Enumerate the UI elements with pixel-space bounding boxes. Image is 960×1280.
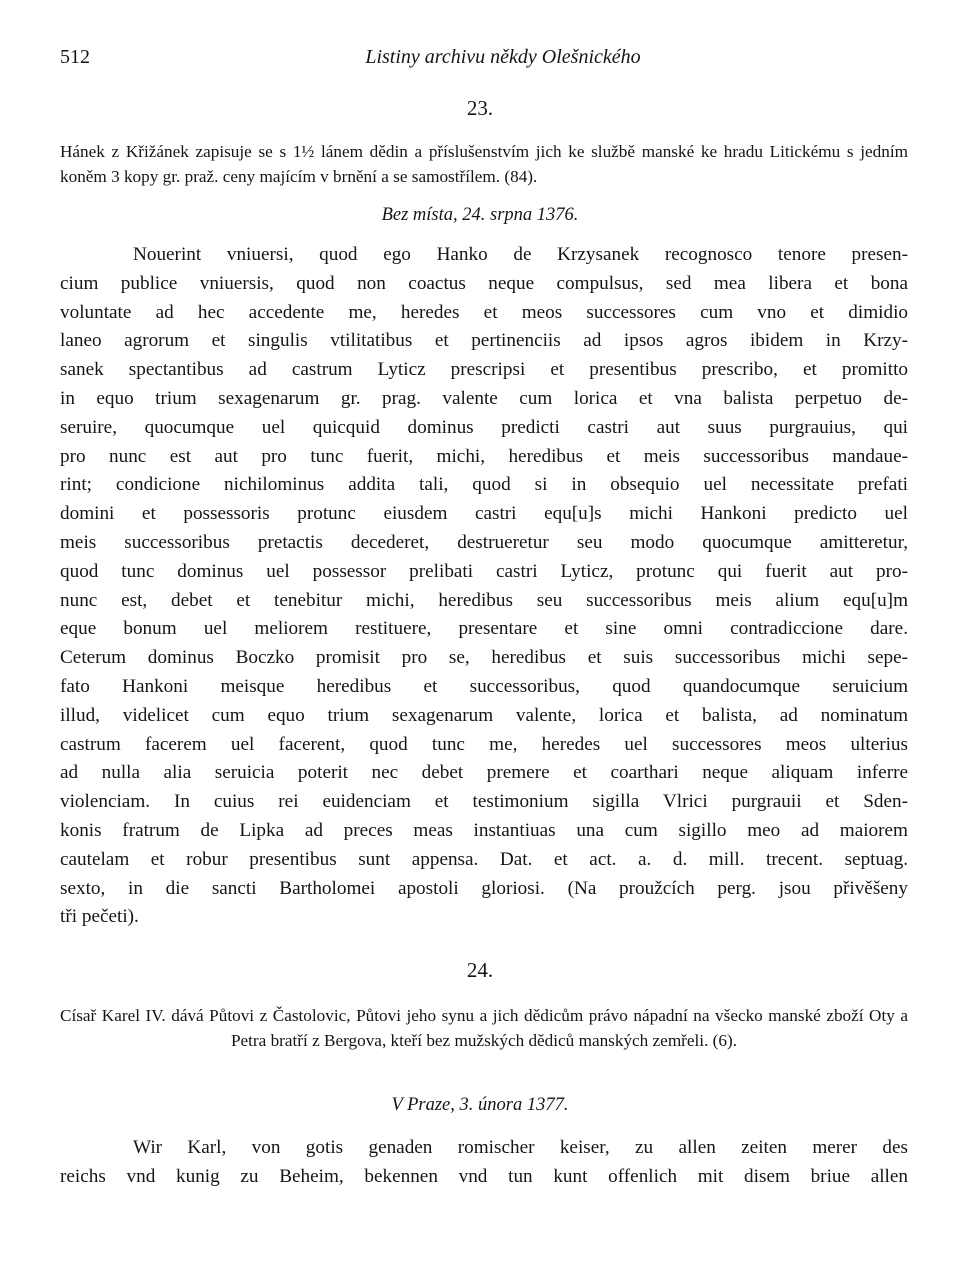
page-number: 512	[60, 46, 90, 68]
text-line: in equo trium sexagenarum gr. prag. valente cum lorica et vna balista perpetuo de-	[60, 387, 908, 409]
text-line: voluntate ad hec accedente me, heredes et meos successores cum vno et dimidio	[60, 301, 908, 323]
doc-24-regest: Císař Karel IV. dává Půtovi z Častolovic, Půtovi jeho synu a jich dědicům právo nápadní na všecko manské zboží Oty a Petra bratří z Bergova, kteří bez mužských dědiců manských zemřeli. (6).	[60, 1006, 908, 1050]
text-line: konis fratrum de Lipka ad preces meas instantiuas una cum sigillo meo ad maiorem	[60, 819, 908, 841]
text-line: tři pečeti).	[60, 906, 139, 928]
page-header	[60, 46, 906, 74]
text-line: meis successoribus pretactis decederet, destrueretur seu modo quocumque amitteretur,	[60, 531, 908, 553]
text-line: reichs vnd kunig zu Beheim, bekennen vnd tun kunt offenlich mit disem briue allen	[60, 1165, 908, 1187]
text-line: laneo agrorum et singulis vtilitatibus et pertinenciis ad ipsos agros ibidem in Krzy-	[60, 330, 908, 352]
doc-23-dateline: Bez místa, 24. srpna 1376.	[381, 205, 579, 225]
text-line: Nouerint vniuersi, quod ego Hanko de Krzysanek recognosco tenore presen-	[133, 244, 908, 265]
text-line: illud, videlicet cum equo trium sexagenarum valente, lorica et balista, ad nominatum	[60, 704, 908, 726]
text-line: cautelam et robur presentibus sunt appensa. Dat. et act. a. d. mill. trecent. septuag.	[60, 848, 908, 870]
text-line: Wir Karl, von gotis genaden romischer keiser, zu allen zeiten merer des	[133, 1137, 908, 1158]
doc-23-regest: Hánek z Křižánek zapisuje se s 1½ lánem dědin a příslušenstvím jich ke službě manské ke hradu Litickému s jedním koněm 3 kopy gr. praž. ceny majícím v brnění a se samostřílem. (84).	[60, 142, 908, 186]
doc-24-text	[60, 1134, 908, 1192]
doc-24-dateline: V Praze, 3. února 1377.	[391, 1095, 569, 1115]
text-line: sanek spectantibus ad castrum Lyticz prescripsi et presentibus prescribo, et promitto	[60, 359, 908, 381]
text-line: domini et possessoris protunc eiusdem castri equ[u]s michi Hankoni predicto uel	[60, 503, 908, 525]
text-line: quod tunc dominus uel possessor prelibati castri Lyticz, protunc qui fuerit aut pro-	[60, 560, 908, 582]
text-line: Ceterum dominus Boczko promisit pro se, heredibus et suis successoribus michi sepe-	[60, 647, 908, 669]
doc-23-number: 23.	[466, 96, 494, 120]
doc-23-text	[60, 241, 908, 932]
text-line: ad nulla alia seruicia poterit nec debet premere et coarthari neque aliquam inferre	[60, 762, 908, 784]
text-line: violenciam. In cuius rei euidenciam et testimonium sigilla Vlrici purgrauii et Sden-	[60, 791, 908, 813]
text-line: fato Hankoni meisque heredibus et successoribus, quod quandocumque seruicium	[60, 675, 908, 697]
text-line: castrum facerem uel facerent, quod tunc me, heredes uel successores meos ulterius	[60, 733, 908, 755]
text-line: eque bonum uel meliorem restituere, presentare et sine omni contradiccione dare.	[60, 618, 908, 640]
doc-24-number: 24.	[466, 958, 494, 982]
text-line: cium publice vniuersis, quod non coactus neque compulsus, sed mea libera et bona	[60, 272, 908, 294]
text-line: sexto, in die sancti Bartholomei apostoli gloriosi. (Na proužcích perg. jsou přivěšeny	[60, 877, 908, 899]
text-line: rint; condicione nichilominus addita tali, quod si in obsequio uel necessitate prefati	[60, 474, 908, 496]
running-title: Listiny archivu někdy Olešnického	[365, 46, 641, 68]
text-line: seruire, quocumque uel quicquid dominus predicti castri aut suus purgrauius, qui	[60, 416, 908, 438]
text-line: nunc est, debet et tenebitur michi, heredibus seu successoribus meis alium equ[u]m	[60, 589, 908, 611]
text-line: pro nunc est aut pro tunc fuerit, michi, heredibus et meis successoribus mandaue-	[60, 445, 908, 467]
